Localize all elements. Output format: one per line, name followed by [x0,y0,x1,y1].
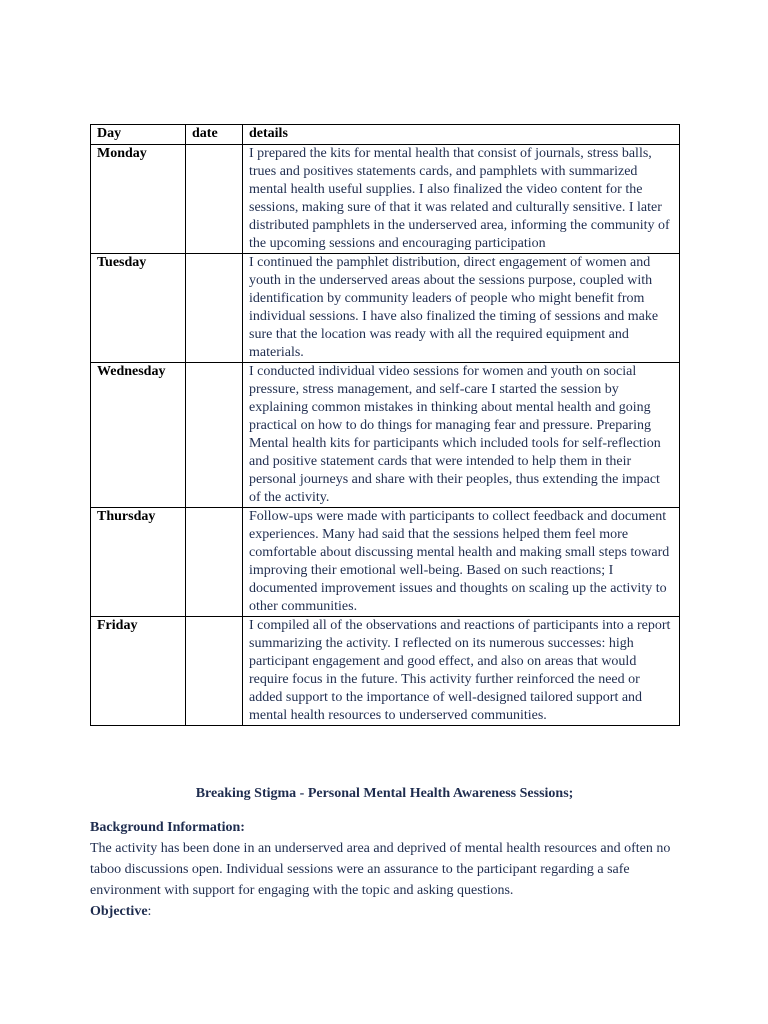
row-date [186,145,243,254]
objective-heading: Objective [90,904,148,919]
row-day: Wednesday [91,363,186,508]
row-details: Follow-ups were made with participants to collect feedback and document experiences. Many had said that the sessions helped them feel more comfortable about discussing mental health and making small steps toward improving their emotional well-being. Based on such reactions; I documented improvement issues and thoughts on scaling up the activity to other communities. [243,508,680,617]
row-day: Monday [91,145,186,254]
table-row [91,145,680,254]
row-details: I continued the pamphlet distribution, direct engagement of women and youth in the underserved areas about the sessions purpose, coupled with identification by community leaders of people who might benefit from individual sessions. I have also finalized the timing of sessions and make sure that the location was ready with all the required equipment and materials. [243,254,680,363]
objective-colon: : [147,904,152,919]
table-row [91,508,680,617]
row-day: Friday [91,617,186,726]
table-header-row [91,125,680,145]
table-row [91,363,680,508]
objective-line [90,901,680,922]
row-details: I conducted individual video sessions for women and youth on social pressure, stress management, and self-care I started the session by explaining common mistakes in thinking about mental health and going practical on how to do things for managing fear and pressure. Preparing Mental health kits for participants which included tools for self-reflection and positive statement cards that were intended to help them in their personal journeys and share with their peoples, thus extending the impact of the activity. [243,363,680,508]
table-row [91,617,680,726]
background-heading: Background Information: [90,820,245,835]
column-header-date: date [186,125,243,145]
weekly-activity-table [90,124,680,726]
row-details: I compiled all of the observations and reactions of participants into a report summarizing the activity. I reflected on its numerous successes: high participant engagement and good effect, and also on areas that would require focus in the future. This activity further reinforced the need or added support to the importance of well-designed tailored support and mental health resources to underserved communities. [243,617,680,726]
row-date [186,508,243,617]
row-date [186,617,243,726]
row-details: I prepared the kits for mental health that consist of journals, stress balls, trues and positives statements cards, and pamphlets with summarized mental health useful supplies. I also finalized the video content for the sessions, making sure of that it was related and culturally sensitive. I later distributed pamphlets in the underserved area, informing the community of the upcoming sessions and encouraging participation [243,145,680,254]
section-body [90,817,680,922]
row-day: Tuesday [91,254,186,363]
table-row [91,254,680,363]
row-date [186,363,243,508]
column-header-day: Day [91,125,186,145]
section-title: Breaking Stigma - Personal Mental Health Awareness Sessions; [195,786,574,801]
row-day: Thursday [91,508,186,617]
row-date [186,254,243,363]
column-header-details: details [243,125,680,145]
background-paragraph: The activity has been done in an underserved area and deprived of mental health resources and often no taboo discussions open. Individual sessions were an assurance to the participant regarding a safe environment with support for engaging with the topic and asking questions. [90,841,671,898]
